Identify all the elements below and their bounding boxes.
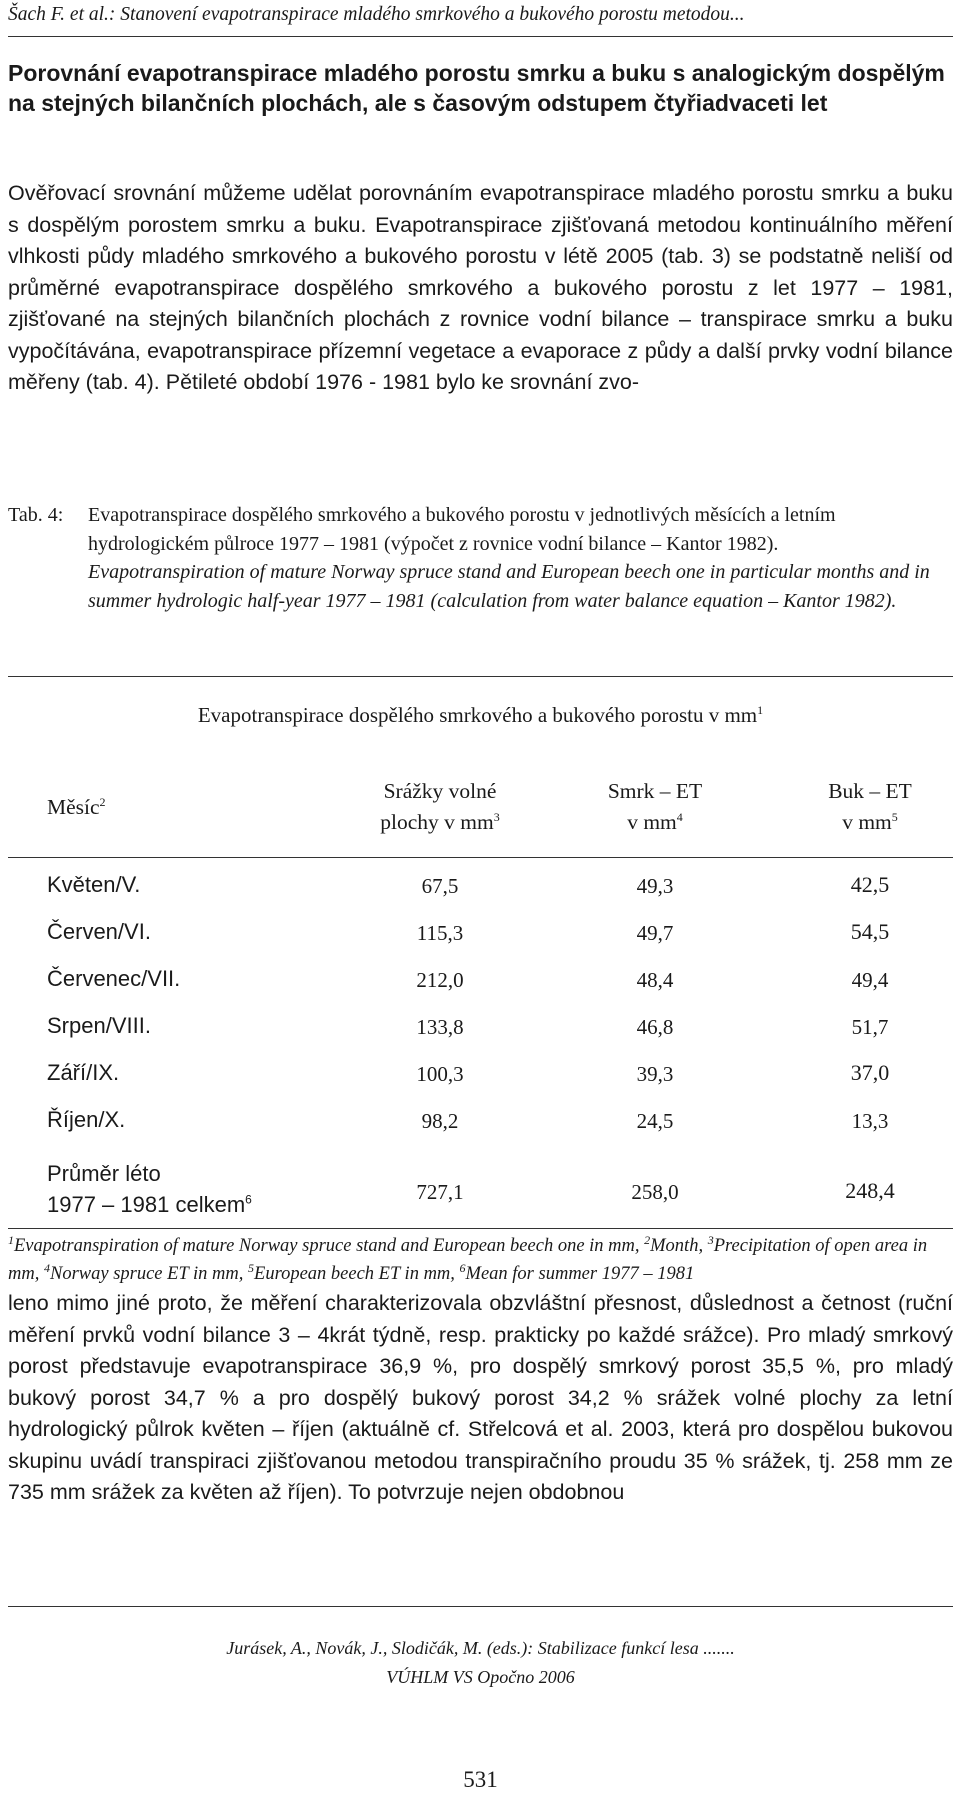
column-header-month-text: Měsíc <box>47 795 100 819</box>
column-header-spruce-et <box>555 776 755 838</box>
table-row-month: Červen/VI. <box>47 919 151 944</box>
table-cell-beech: 54,5 <box>850 919 890 944</box>
column-header-precipitation <box>340 776 540 838</box>
table-total-spruce: 258,0 <box>631 1180 679 1204</box>
table-cell-precipitation: 212,0 <box>416 968 464 992</box>
footnote-text: Precipitation of open area in mm, <box>8 1236 928 1284</box>
footer-citation: Jurásek, A., Novák, J., Slodičák, M. (eds.): Stabilizace funkcí lesa ....... <box>226 1638 735 1658</box>
table-cell-beech: 49,4 <box>851 968 889 992</box>
table-cell-spruce: 49,3 <box>636 874 674 898</box>
table-row-month: Srpen/VIII. <box>47 1013 151 1038</box>
footnote-number: 4 <box>43 1260 50 1275</box>
table-total-label <box>47 1158 252 1220</box>
header-rule <box>8 36 953 37</box>
table-cell-beech: 42,5 <box>850 872 890 897</box>
footnote-text: Mean for summer 1977 – 1981 <box>465 1263 695 1284</box>
table-caption <box>8 501 953 615</box>
footnote-text: Month, <box>650 1236 708 1256</box>
column-header-spruce-line2-text: v mm <box>627 810 677 834</box>
table-top-rule <box>8 676 953 677</box>
table-cell-spruce: 49,7 <box>636 921 674 945</box>
total-label-sup: 6 <box>245 1192 252 1207</box>
table-cell-beech: 37,0 <box>850 1060 890 1085</box>
table-cell-beech: 13,3 <box>851 1109 889 1133</box>
footer-publisher: VÚHLM VS Opočno 2006 <box>386 1667 575 1687</box>
table-cell-spruce: 39,3 <box>636 1062 674 1086</box>
table-bottom-rule <box>8 1228 953 1229</box>
table-title-text: Evapotranspirace dospělého smrkového a bukového porostu v mm <box>197 703 758 727</box>
table-row-month: Září/IX. <box>47 1060 120 1085</box>
table-cell-beech: 51,7 <box>851 1015 889 1039</box>
column-header-beech-line2 <box>770 807 960 838</box>
column-header-beech-line2-text: v mm <box>842 810 892 834</box>
footnote-text: European beech ET in mm, <box>254 1263 460 1284</box>
column-header-precipitation-line2-text: plochy v mm <box>380 810 494 834</box>
table-cell-precipitation: 67,5 <box>421 874 459 898</box>
table-cell-precipitation: 100,3 <box>416 1062 464 1086</box>
column-header-beech-line1: Buk – ET <box>828 779 912 803</box>
footnote-number: 2 <box>644 1232 651 1247</box>
table-row-month: Květen/V. <box>47 872 141 897</box>
table-cell-precipitation: 133,8 <box>416 1015 464 1039</box>
table-title <box>8 703 953 728</box>
table-cell-spruce: 48,4 <box>636 968 674 992</box>
page-number: 531 <box>463 1767 498 1792</box>
table-caption-english: Evapotranspiration of mature Norway spruce stand and European beech one in particular months and in summer hydrologic half-year 1977 – 1981 (calculation from water balance equation – Kantor 1982). <box>88 561 930 612</box>
total-label-line1: Průměr léto <box>47 1161 161 1186</box>
footnote-number: 6 <box>459 1260 466 1275</box>
column-header-beech-sup: 5 <box>891 809 898 824</box>
table-cell-precipitation: 98,2 <box>421 1109 459 1133</box>
column-header-month <box>47 792 106 823</box>
column-header-precipitation-line2 <box>340 807 540 838</box>
table-label: Tab. 4: <box>8 504 64 526</box>
column-header-precipitation-sup: 3 <box>493 809 500 824</box>
table-row-month: Říjen/X. <box>47 1107 126 1132</box>
column-header-precipitation-line1: Srážky volné <box>383 779 497 803</box>
column-header-beech-et <box>770 776 960 838</box>
table-row-month: Červenec/VII. <box>47 966 181 991</box>
footnote-number: 1 <box>8 1232 14 1247</box>
column-header-spruce-sup: 4 <box>676 809 683 824</box>
table-cell-spruce: 24,5 <box>636 1109 674 1133</box>
caption-czech-text: Evapotranspirace dospělého smrkového a bukového porostu v jednotlivých měsících a letním hydrologickém půlroce 1977 – 1981 (výpočet z rovnice vodní bilance – Kantor 1982). <box>88 504 836 555</box>
column-header-spruce-line2 <box>555 807 755 838</box>
footnote-number: 3 <box>707 1232 714 1247</box>
total-label-line2 <box>47 1189 252 1220</box>
footnote-number: 5 <box>248 1260 255 1275</box>
running-head: Šach F. et al.: Stanovení evapotranspirace mladého smrkového a bukového porostu metodou... <box>8 4 745 25</box>
footer-rule <box>8 1606 953 1607</box>
table-header-rule <box>8 857 953 858</box>
table-total-precipitation: 727,1 <box>416 1180 464 1204</box>
section-heading: Porovnání evapotranspirace mladého porostu smrku a buku s analogickým dospělým na stejných bilančních plochách, ale s časovým odstupem čtyřiadvaceti let <box>8 60 945 116</box>
table-cell-precipitation: 115,3 <box>416 921 464 945</box>
body-paragraph-1: Ověřovací srovnání můžeme udělat porovnáním evapotranspirace mladého porostu smrku a buku s dospělým porostem smrku a buku. Evapotranspirace zjišťovaná metodou kontinuálního měření vlhkosti půdy mladého smrkového a bukového porostu v létě 2005 (tab. 3) se podstatně neliší od průměrné evapotranspirace dospělého smrkového a bukového porostu z let 1977 – 1981, zjišťované na stejných bilančních plochách z rovnice vodní bilance – transpirace smrku a buku vypočítávána, evapotranspirace přízemní vegetace a evaporace z půdy a další prvky vodní bilance měřeny (tab. 4). Pětileté období 1976 - 1981 bylo ke srovnání zvo- <box>8 181 953 394</box>
footnote-text: Evapotranspiration of mature Norway spruce stand and European beech one in mm, <box>14 1236 645 1256</box>
table-caption-czech <box>8 501 953 558</box>
total-label-line2-text: 1977 – 1981 celkem <box>47 1192 246 1217</box>
table-footnote <box>8 1233 953 1288</box>
table-cell-spruce: 46,8 <box>636 1015 674 1039</box>
column-header-spruce-line1: Smrk – ET <box>607 779 703 803</box>
column-header-month-sup: 2 <box>99 794 106 809</box>
footnote-text: Norway spruce ET in mm, <box>49 1263 249 1284</box>
table-title-sup: 1 <box>757 703 764 717</box>
table-total-beech: 248,4 <box>845 1178 895 1203</box>
body-paragraph-2: leno mimo jiné proto, že měření charakterizovala obzvláštní přesnost, důslednost a četnost (ruční měření prvků vodní bilance 3 – 4krát týdně, resp. prakticky po každé srážce). Pro mladý smrkový porost představuje evapotranspirace 36,9 %, pro dospělý smrkový porost 35,5 %, pro mladý bukový porost 34,7 % a pro dospělý bukový porost 34,2 % srážek volné plochy za letní hydrologický půlrok květen – říjen (aktuálně cf. Střelcová et al. 2003, která pro dospělou bukovou skupinu uvádí transpiraci zjišťovanou metodou transpiračního proudu 35 % srážek, tj. 258 mm ze 735 mm srážek za květen až říjen). To potvrzuje nejen obdobnou <box>8 1291 953 1504</box>
